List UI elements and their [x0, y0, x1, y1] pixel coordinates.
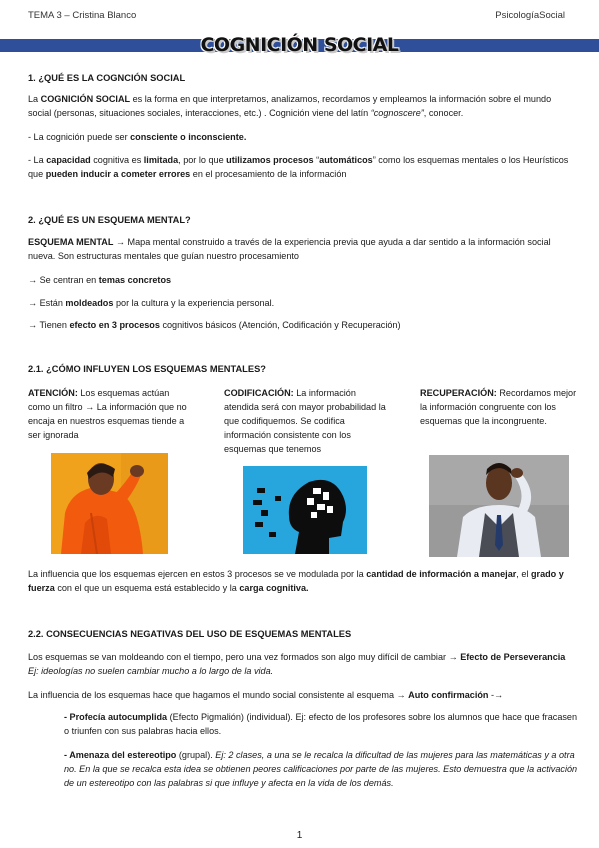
retrieval-text: RECUPERACIÓN: Recordamos mejor la información congruente con los esquemas que la incongruente. — [420, 388, 577, 427]
retrieval-image — [429, 455, 569, 557]
section-2-bullet-moulded: → Están moldeados por la cultura y la experiencia personal. — [28, 298, 275, 308]
section-2-definition: ESQUEMA MENTAL → Mapa mental construido a través de la experiencia previa que ayuda a dar sentido a la información social nueva. Son estructuras mentales que guían nuestro procesamiento — [28, 237, 551, 262]
codification-text: CODIFICACIÓN: La información atendida será con mayor probabilidad la que codifiquemos. Se codifica información consistente con los esquemas que tenemos — [224, 388, 386, 455]
section-2-bullet-processes: → Tienen efecto en 3 procesos cognitivos básicos (Atención, Codificación y Recuperación) — [28, 320, 401, 330]
section-2-2-heading: 2.2. CONSECUENCIAS NEGATIVAS DEL USO DE ESQUEMAS MENTALES — [28, 629, 352, 639]
section-1-point-conscious: - La cognición puede ser consciente o inconsciente. — [28, 132, 247, 142]
section-2-2-self-confirmation: La influencia de los esquemas hace que hagamos el mundo social consistente al esquema → Auto confirmación -→ — [28, 690, 504, 700]
header-subject: PsicologíaSocial — [495, 10, 565, 21]
stereotype-threat: - Amenaza del estereotipo (grupal). Ej: 2 clases, a una se le recalca la dificultad de las mujeres para las matemáticas y a otra no. En la que se recalca esta idea se obtienen peores calificaciones por parte de las mujeres. Esto demuestra que la activación de un estereotipo con las palabras si que influye y afecta en la vida de los demás. — [64, 750, 578, 789]
section-2-heading: 2. ¿QUÉ ES UN ESQUEMA MENTAL? — [28, 215, 191, 225]
section-2-1-influence: La influencia que los esquemas ejercen en estos 3 procesos se ve modulada por la cantidad de información a manejar, el grado y fuerza con el que un esquema está establecido y la carga cognitiva. — [28, 569, 564, 594]
section-1-point-capacity: - La capacidad cognitiva es limitada, por lo que utilizamos procesos “automáticos” como los esquemas mentales o los Heurísticos que pueden inducir a cometer errores en el procesamiento de la información — [28, 155, 569, 180]
attention-text: ATENCIÓN: Los esquemas actúan como un filtro → La información que no encaja en nuestros esquemas tiende a ser ignorada — [28, 388, 187, 441]
header-doc-title: TEMA 3 – Cristina Blanco — [28, 10, 137, 21]
section-2-2-perseverance: Los esquemas se van moldeando con el tiempo, pero una vez formados son algo muy difícil de cambiar → Efecto de Perseverancia Ej: ideologías no suelen cambiar mucho a lo largo de la vida. — [28, 652, 566, 677]
page-title: COGNICIÓN SOCIAL — [200, 34, 399, 56]
section-1-heading: 1. ¿QUÉ ES LA COGNCIÓN SOCIAL — [28, 73, 186, 83]
section-1-paragraph: La COGNICIÓN SOCIAL es la forma en que interpretamos, analizamos, recordamos y empleamos la información sobre el mundo social (personas, situaciones sociales, interacciones, etc.) . Cognición viene del latín “cognoscere”, conocer. — [28, 94, 552, 119]
section-2-1-heading: 2.1. ¿CÓMO INFLUYEN LOS ESQUEMAS MENTALES? — [28, 364, 266, 374]
attention-image — [51, 453, 168, 554]
section-2-bullet-topics: → Se centran en temas concretos — [28, 275, 172, 285]
self-fulfilling-prophecy: - Profecía autocumplida (Efecto Pigmalión) (individual). Ej: efecto de los profesores sobre los alumnos que hace que fracasen o triunfen con sus palabras hacia ellos. — [64, 712, 578, 737]
codification-image — [243, 466, 367, 554]
page-number: 1 — [296, 830, 303, 841]
